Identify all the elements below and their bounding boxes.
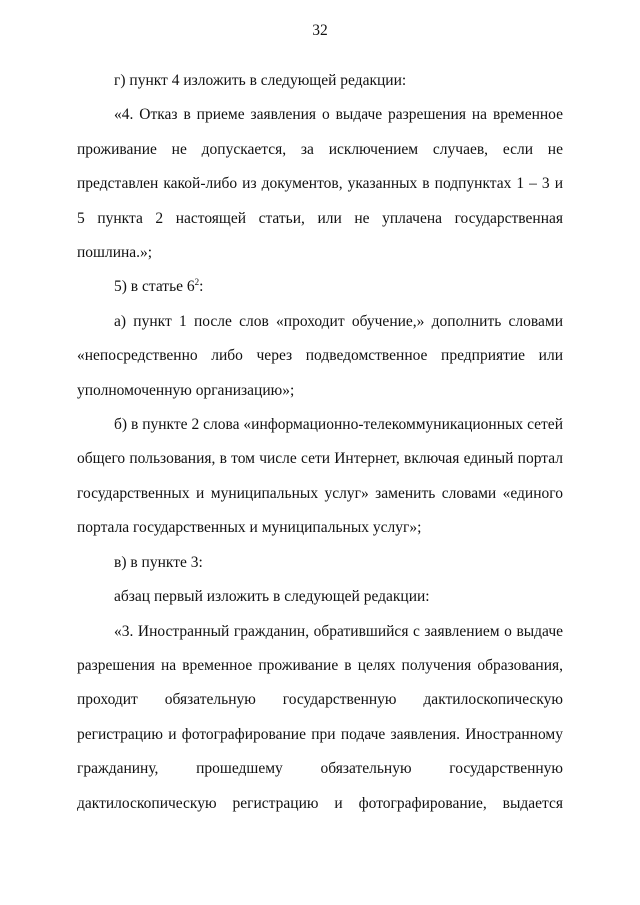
paragraph-item-v: в) в пункте 3: (114, 553, 203, 571)
document-body (77, 64, 563, 821)
paragraph-quote-4: «4. Отказ в приеме заявления о выдаче разрешения на временное проживание не допускается, за исключением случаев, если не представлен какой-либо из документов, указанных в подпунктах 1 – 3 и 5 пункта 2 настоящей статьи, или не уплачена государственная пошлина.»; (77, 106, 563, 262)
article-ref-colon: : (199, 278, 204, 296)
paragraph-article-6-2 (77, 270, 563, 304)
article-ref-superscript: 2 (194, 277, 200, 288)
paragraph-item-g: г) пункт 4 изложить в следующей редакции: (114, 72, 407, 89)
paragraph-item-a: а) пункт 1 после слов «проходит обучение,» дополнить словами «непосредственно либо через подведомственное предприятие или уполномоченную организацию»; (77, 312, 563, 399)
paragraph-item-b: б) в пункте 2 слова «информационно-телекоммуникационных сетей общего пользования, в том числе сети Интернет, включая единый портал государственных и муниципальных услуг» заменить словами «единого портала государственных и муниципальных услуг»; (77, 416, 563, 537)
page-number: 32 (312, 22, 328, 39)
article-ref-text: 5) в статье 6 (114, 278, 195, 296)
paragraph-quote-3: «3. Иностранный гражданин, обратившийся с заявлением о выдаче разрешения на временное проживание в целях получения образования, проходит обязательную государственную дактилоскопическую регистрацию и фотографирование при подаче заявления. Иностранному гражданину, прошедшему обязательную государственную дактилоскопическую регистрацию и фотографирование, выдается (77, 622, 563, 812)
paragraph-first-abzac: абзац первый изложить в следующей редакции: (114, 588, 430, 606)
